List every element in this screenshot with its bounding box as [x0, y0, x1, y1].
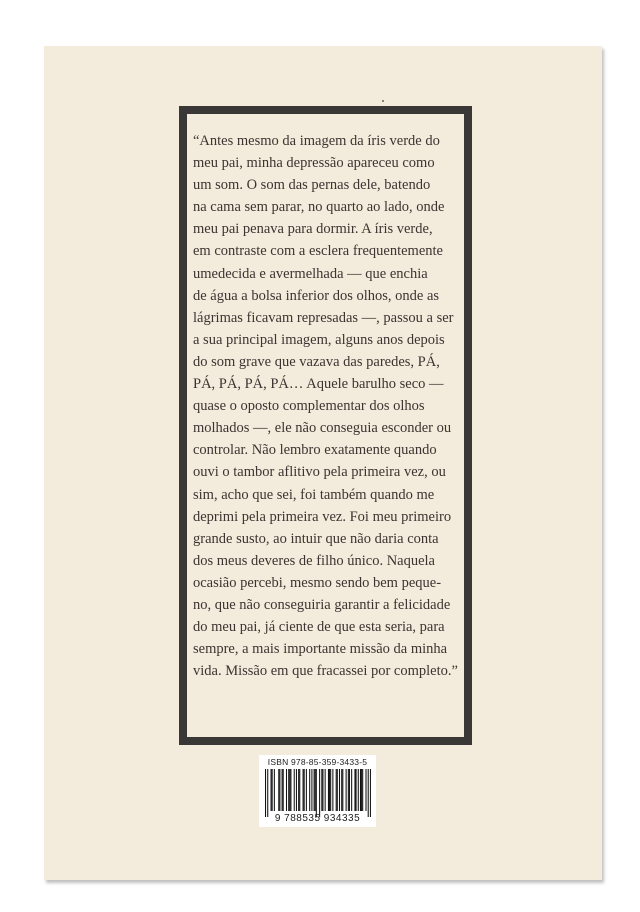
- barcode-bar: [321, 769, 322, 811]
- barcode-bar: [370, 769, 371, 817]
- barcode-bars: [265, 769, 371, 817]
- quote-line: grande susto, ao intuir que não daria conta: [193, 530, 439, 547]
- barcode-bar: [282, 769, 283, 811]
- barcode-bar: [289, 769, 290, 811]
- quote-line: “Antes mesmo da imagem da íris verde do: [193, 133, 440, 149]
- quote-line: umedecida e avermelhada — que enchia: [193, 265, 428, 282]
- barcode-bar: [330, 769, 331, 811]
- quote-line: PÁ, PÁ, PÁ, PÁ… Aquele barulho seco —: [193, 376, 444, 393]
- quote-frame: [179, 106, 472, 745]
- quote-line: vida. Missão em que fracassei por completo.”: [193, 663, 458, 680]
- isbn-barcode: [259, 755, 376, 827]
- barcode-bar: [271, 769, 272, 811]
- back-cover-quote: [193, 114, 458, 682]
- barcode-bar: [274, 769, 275, 811]
- quote-line: do meu pai, já ciente de que esta seria, para: [193, 619, 445, 636]
- barcode-bar: [316, 769, 317, 817]
- barcode-bar: [346, 769, 347, 811]
- quote-line: a sua principal imagem, alguns anos depois: [193, 331, 445, 348]
- barcode-bar: [294, 769, 295, 811]
- barcode-bar: [351, 769, 352, 811]
- barcode-bar: [309, 769, 310, 811]
- quote-line: lágrimas ficavam represadas —, passou a ser: [193, 309, 454, 326]
- barcode-bar: [314, 769, 315, 811]
- barcode-bar: [336, 769, 337, 811]
- quote-line: ocasião percebi, mesmo sendo bem peque-: [193, 574, 442, 591]
- barcode-bar: [348, 769, 349, 811]
- barcode-bar: [337, 769, 338, 811]
- barcode-bar: [360, 769, 361, 811]
- barcode-bar: [296, 769, 297, 811]
- quote-line: ouvi o tambor aflitivo pela primeira vez, ou: [193, 464, 446, 481]
- barcode-bar: [368, 769, 369, 817]
- barcode-bar: [342, 769, 343, 811]
- barcode-bar: [288, 769, 289, 811]
- quote-line: deprimi pela primeira vez. Foi meu primeiro: [193, 508, 452, 525]
- quote-line: quase o oposto complementar dos olhos: [193, 398, 425, 415]
- barcode-bar: [279, 769, 280, 811]
- quote-line: meu pai, minha depressão apareceu como: [193, 155, 435, 172]
- quote-line: em contraste com a esclera frequentemente: [193, 243, 443, 260]
- quote-line: dos meus deveres de filho único. Naquela: [193, 552, 435, 569]
- barcode-bar: [339, 769, 340, 811]
- barcode-bar: [299, 769, 300, 811]
- barcode-bar: [341, 769, 342, 811]
- quote-line: um som. O som das pernas dele, batendo: [193, 177, 431, 194]
- barcode-bar: [283, 769, 284, 811]
- barcode-bar: [311, 769, 312, 811]
- barcode-bar: [356, 769, 357, 811]
- barcode-bar: [278, 769, 279, 811]
- barcode-bar: [286, 769, 287, 811]
- quote-line: controlar. Não lembro exatamente quando: [193, 442, 437, 459]
- barcode-bar: [267, 769, 268, 817]
- barcode-bar: [354, 769, 355, 811]
- barcode-bar: [349, 769, 350, 811]
- barcode-bar: [272, 769, 273, 811]
- barcode-bar: [304, 769, 305, 811]
- isbn-label: ISBN 978-85-359-3433-5: [267, 757, 368, 767]
- quote-line: no, que não conseguiria garantir a felicidade: [193, 596, 451, 613]
- barcode-bar: [265, 769, 266, 817]
- barcode-bar: [315, 769, 316, 811]
- barcode-bar: [362, 769, 363, 811]
- quote-line: sempre, a mais importante missão da minha: [193, 641, 448, 658]
- barcode-bar: [319, 769, 320, 817]
- barcode-bar: [306, 769, 307, 811]
- barcode-bar: [358, 769, 359, 811]
- quote-line: molhados —, ele não conseguia esconder ou: [193, 420, 452, 437]
- quote-line: de água a bolsa inferior dos olhos, onde as: [193, 287, 440, 304]
- quote-line: do som grave que vazava das paredes, PÁ,: [193, 353, 440, 370]
- barcode-bar: [325, 769, 326, 811]
- barcode-bar: [322, 769, 323, 811]
- barcode-bar: [328, 769, 329, 811]
- barcode-bar: [365, 769, 366, 811]
- barcode-bar: [290, 769, 291, 811]
- paper-speck: [382, 100, 384, 102]
- barcode-bar: [303, 769, 304, 811]
- barcode-bar: [298, 769, 299, 811]
- quote-line: sim, acho que sei, foi também quando me: [193, 486, 435, 503]
- ean-digits: 9 788535 934335: [274, 813, 361, 824]
- barcode-bar: [361, 769, 362, 811]
- barcode-bar: [332, 769, 333, 811]
- barcode-bar: [329, 769, 330, 811]
- quote-line: meu pai penava para dormir. A íris verde,: [193, 221, 433, 238]
- quote-line: na cama sem parar, no quarto ao lado, onde: [193, 199, 445, 216]
